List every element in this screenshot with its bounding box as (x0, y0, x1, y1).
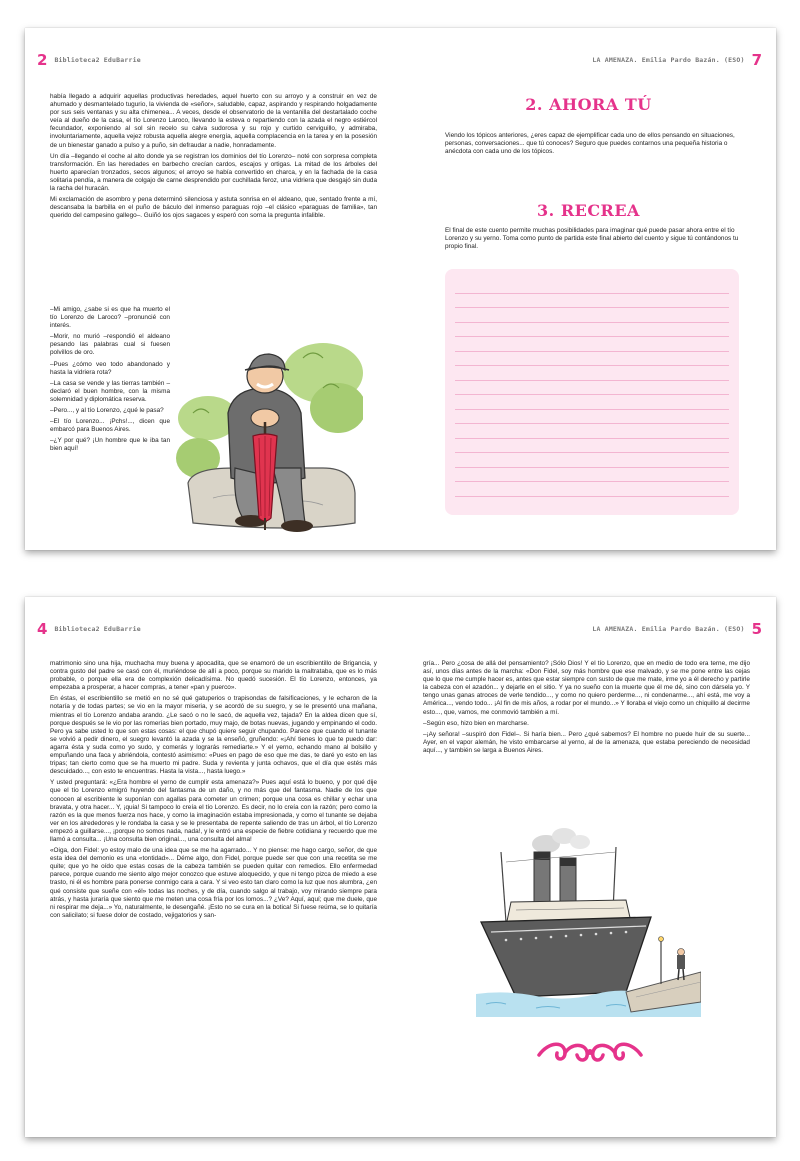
pink-swirl-ornament (535, 1037, 645, 1067)
writing-line (455, 308, 729, 323)
writing-line (455, 410, 729, 425)
page-header (37, 53, 141, 67)
body-text (50, 660, 377, 923)
paragraph: gría... Pero ¿cosa de allá del pensamiento? ¡Sólo Dios! Y el tío Lorenzo, que en medio de todo era terne, me dijo así, unos días antes de la marcha: «Don Fidel, soy más hombre que ese malvado, y se me pone entre las cejas que lo que me cumple hacer es, antes que estar siempre con susto de que me mate, irme yo a él derecho y partirle la cabeza con el azadón... y dejarle en el sitio. Y ya no sueño con la muerte que él me dé, sino con dársela yo. Y tengo unas ganas atroces de verle tendido..., y como no quiero perderme..., ni condenarme..., ahí está, me voy a América..., vendo todo... ¡Al fin de mis años, a rodar por el mundo...» Y lloraba el viejo como un chiquillo al decirme esto..., que, vamos, me conmovió también a mí. (423, 660, 750, 716)
writing-line (455, 439, 729, 454)
writing-line (455, 381, 729, 396)
writing-line (455, 279, 729, 294)
spread-pages-4-5 (25, 597, 776, 1137)
section-text: El final de este cuento permite muchas posibilidades para imaginar qué puede pasar ahora entre el tío Lorenzo y su yerno. Toma como punto de partida este final abierto del cuento y sigue tú contándonos tu propio final. (445, 227, 739, 251)
paragraph: había llegado a adquirir aquellas productivas heredades, aquel huerto con su arroyo y a construir en vez de ahumado y desmantelado tugurio, la vivienda de «señor», saludable, capaz, aspirando y respirando holgadamente por sus seis ventanas y su alta chimenea... A veces, desde el observatorio de la ventanilla del destartalado coche veía al dueño de la casa, el tío Lorenzo Laroco, llevando la esteva o repartiendo con la azada el negro estiércol fecundador, exponiendo al sol sin recelo su calva sudorosa y su rojo y curtido cerviguillo, y admiraba, involuntariamente, aquella vejez robusta aquella alegre energía, aquella complacencia en la tarea y en la posesión de un bienestar ganado a pulso y a puño, sin defraudar a nadie, honradamente. (50, 93, 377, 149)
dialogue-line: –Morir, no murió –respondió el aldeano pesando las palabras cual si fuesen polvillos de oro. (50, 333, 170, 357)
page-7 (401, 28, 776, 550)
section-title-ahora-tu: 2. AHORA TÚ (525, 95, 652, 114)
page-number: 7 (751, 51, 762, 69)
body-text (423, 660, 750, 758)
dialogue-line: –Mi amigo, ¿sabe si es que ha muerto el tío Lorenzo de Laroco? –pronuncié con interés. (50, 306, 170, 330)
writing-line (455, 337, 729, 352)
writing-line (455, 468, 729, 483)
paragraph: matrimonio sino una hija, muchacha muy buena y apocadita, que se enamoró de un escribientillo de Brigancia, y contra gusto del padre se casó con él, muriéndose de allí a poco, porque su marido la maltrataba, que es lo más probable, o porque ella era de complexión delicadísima. No quedó sucesión. El tío Lorenzo, entonces, ya empezaba a prosperar, a hacer compras, a tener «pan y puerco». (50, 660, 377, 692)
dialogue-column (50, 306, 170, 457)
dialogue-line: –El tío Lorenzo... ¡Pchs!..., dicen que embarcó para Buenos Aires. (50, 418, 170, 434)
paragraph: En éstas, el escribientillo se metió en no sé qué gatuperios o trapisondas de falsificaciones, y le echaron de la notaría y de todas partes; se vio en la mayor miseria, y se acordó de su suegro, y se le presentó una mañana, mientras el tío Lorenzo andaba arando. ¿Le sacó o no le sacó, de aquella vez, tajada? En la aldea dicen que sí, porque después se le vio por las romerías bien portado, muy majo, de botas nuevas, jugando y empinando el codo. Pero ya sabe usted lo que son estas cosas: el que chupó quiere seguir chupando. Parece que cuando el tunante se volvió a pedir dinero, el suegro levantó la azada y se la enseñó, gruñendo: «¡Ahí tienes lo que te puedo dar: agarra ésta y suda como yo sudo, y comerás y lograrás remediarte.» Y el yerno, echando mano al bolsillo y empuñando una faca y abriéndola, contestó asimismo: «Pues en pago de eso que me das, te daré yo esto en las tripas; tan cierto como que se ha muerto mi padre. Suda y revienta y junta ochavos, que el día que estés más descuidado..., con esto te encuentras. Hasta la vista..., hasta luego.» (50, 695, 377, 776)
section-text: Viendo los tópicos anteriores, ¿eres capaz de ejemplificar cada uno de ellos pensando en situaciones, personas, conversaciones... que tú conoces? Seguro que puedes contarnos una pequeña historia o anécdota con cada uno de los tópicos. (445, 132, 735, 156)
paragraph: Mi exclamación de asombro y pena determinó silenciosa y astuta sonrisa en el aldeano, que, sentado frente a mí, descansaba la barbilla en el puño de báculo del inmenso paraguas rojo –el clásico «paraguas de familia», tan querido del campesino gallego–. Guiñó los ojos sagaces y esperó con sorna la pregunta infalible. (50, 196, 377, 220)
writing-line (455, 352, 729, 367)
page-header (37, 622, 141, 636)
page-number: 5 (751, 620, 762, 638)
dialogue-line: –Pues ¿cómo veo todo abandonado y hasta la vidriera rota? (50, 360, 170, 376)
paragraph: Y usted preguntará: «¿Era hombre el yerno de cumplir esta amenaza?» Pues aquí está lo bueno, y por qué dije que el tío Lorenzo emigró huyendo del fantasma de un daño, y no más que del fantasma. Nadie de los que conocen al escribiente le suponían con agallas para cometer un crimen; porque una cosa es chillar y echar una bravata, y otra hacer... Y, ¡quia! Si tampoco lo creía el tío Lorenzo. Es decir, no lo creía con la razón; pero como la razón es la que menos fuerza nos hace, y como la imaginación estaba impresionada, y como el tunante se dejaba ver en los alrededores y le rondaba la casa y se le presentaba de repente saliendo de tras un árbol, el tío Lorenzo empezó a guillarse..., ¡porque no somos nada, nada!, y le entró una especie de fiebre cotidiana y recuerdo que me llamó a consulta... ¡Una consulta bien original..., una consulta del alma! (50, 779, 377, 843)
writing-line (455, 482, 729, 497)
dialogue-line: –La casa se vende y las tierras también –declaró el buen hombre, con la misma solemnidad y diplomática reserva. (50, 379, 170, 403)
page-header (592, 53, 762, 67)
running-title: Biblioteca2 EduBarrie (54, 625, 141, 633)
dialogue-line: –Pero..., y al tío Lorenzo, ¿qué le pasa? (50, 407, 164, 415)
dialogue-line: –¿Y por qué? ¡Un hombre que le iba tan bien aquí! (50, 437, 170, 453)
running-title: LA AMENAZA. Emilia Pardo Bazán. (ESO) (592, 625, 745, 633)
page-5 (401, 597, 776, 1137)
running-title: LA AMENAZA. Emilia Pardo Bazán. (ESO) (592, 56, 745, 64)
writing-box[interactable] (445, 269, 739, 515)
paragraph: –Según eso, hizo bien en marcharse. (423, 719, 529, 727)
writing-line (455, 323, 729, 338)
paragraph: «Oiga, don Fidel: yo estoy malo de una idea que se me ha agarrado... Y no piense: me hago cargo, señor, de que esta idea del demonio es una «tontidad»... Déme algo, don Fidel, porque puede ser que con una recetita se me quite; que yo he oído que estas cosas de la cabeza también se pueden quitar con remedios. Ello enfermedad parece, porque cuando me siento algo mejor conozco que estuve aloquecido, y que ni tengo pizca de miedo a ese trasto, ni él es hombre para ponerse conmigo cara a cara. Y si veo esto tan claro como la luz que nos alumbra, ¿en qué consiste que sueñe con «él» todas las noches, y de día, cuando salgo al trabajo, voy mirando siempre para atrás, y hasta juraría que siento que me meten una cosa fría por los lomos...? ¿Ve? Aquí, aquí; que me duele, que ni respirar me deja...» Yo, naturalmente, le desengañé. ¡Esto no se cura en la botica! Si fuese reúma, se lo quitaría con salicilato; si fuese dolor de costado, vejigatorios y san- (50, 847, 377, 919)
section-title-recrea: 3. RECREA (537, 201, 640, 220)
page-number: 2 (37, 51, 48, 69)
writing-line (455, 395, 729, 410)
paragraph: Un día –llegando el coche al alto donde ya se registran los dominios del tío Lorenzo– noté con sorpresa completa transformación. En las heredades en barbecho crecían cardos, escajos y ortigas. La mitad de los árboles del huerto aparecían tronzados, secos algunos; el arroyo se había convertido en charca, y en la fachada de la casa solitaria pendía, a manera de colgajo de carne desprendido por cuchillada feroz, una vidriera que desgajó sin duda la racha del huracán. (50, 152, 377, 193)
paragraph: –¡Ay señora! –suspiró don Fidel–. Si haría bien... Pero ¿qué sabemos? El hombre no puede huir de su suerte... Ayer, en el vapor alemán, he visto embarcarse al yerno, al de la amenaza, que estaba pereciendo de necesidad aquí..., y también se larga a Buenos Aires. (423, 730, 750, 754)
page-header (592, 622, 762, 636)
writing-line (455, 294, 729, 309)
spread-pages-2-7 (25, 28, 776, 550)
writing-line (455, 366, 729, 381)
page-number: 4 (37, 620, 48, 638)
page-2 (25, 28, 400, 550)
steamship-illustration (476, 822, 701, 1022)
writing-line (455, 453, 729, 468)
body-text (50, 93, 377, 223)
page-4 (25, 597, 400, 1137)
running-title: Biblioteca2 EduBarrie (54, 56, 141, 64)
old-man-umbrella-illustration (173, 318, 363, 540)
writing-line (455, 424, 729, 439)
